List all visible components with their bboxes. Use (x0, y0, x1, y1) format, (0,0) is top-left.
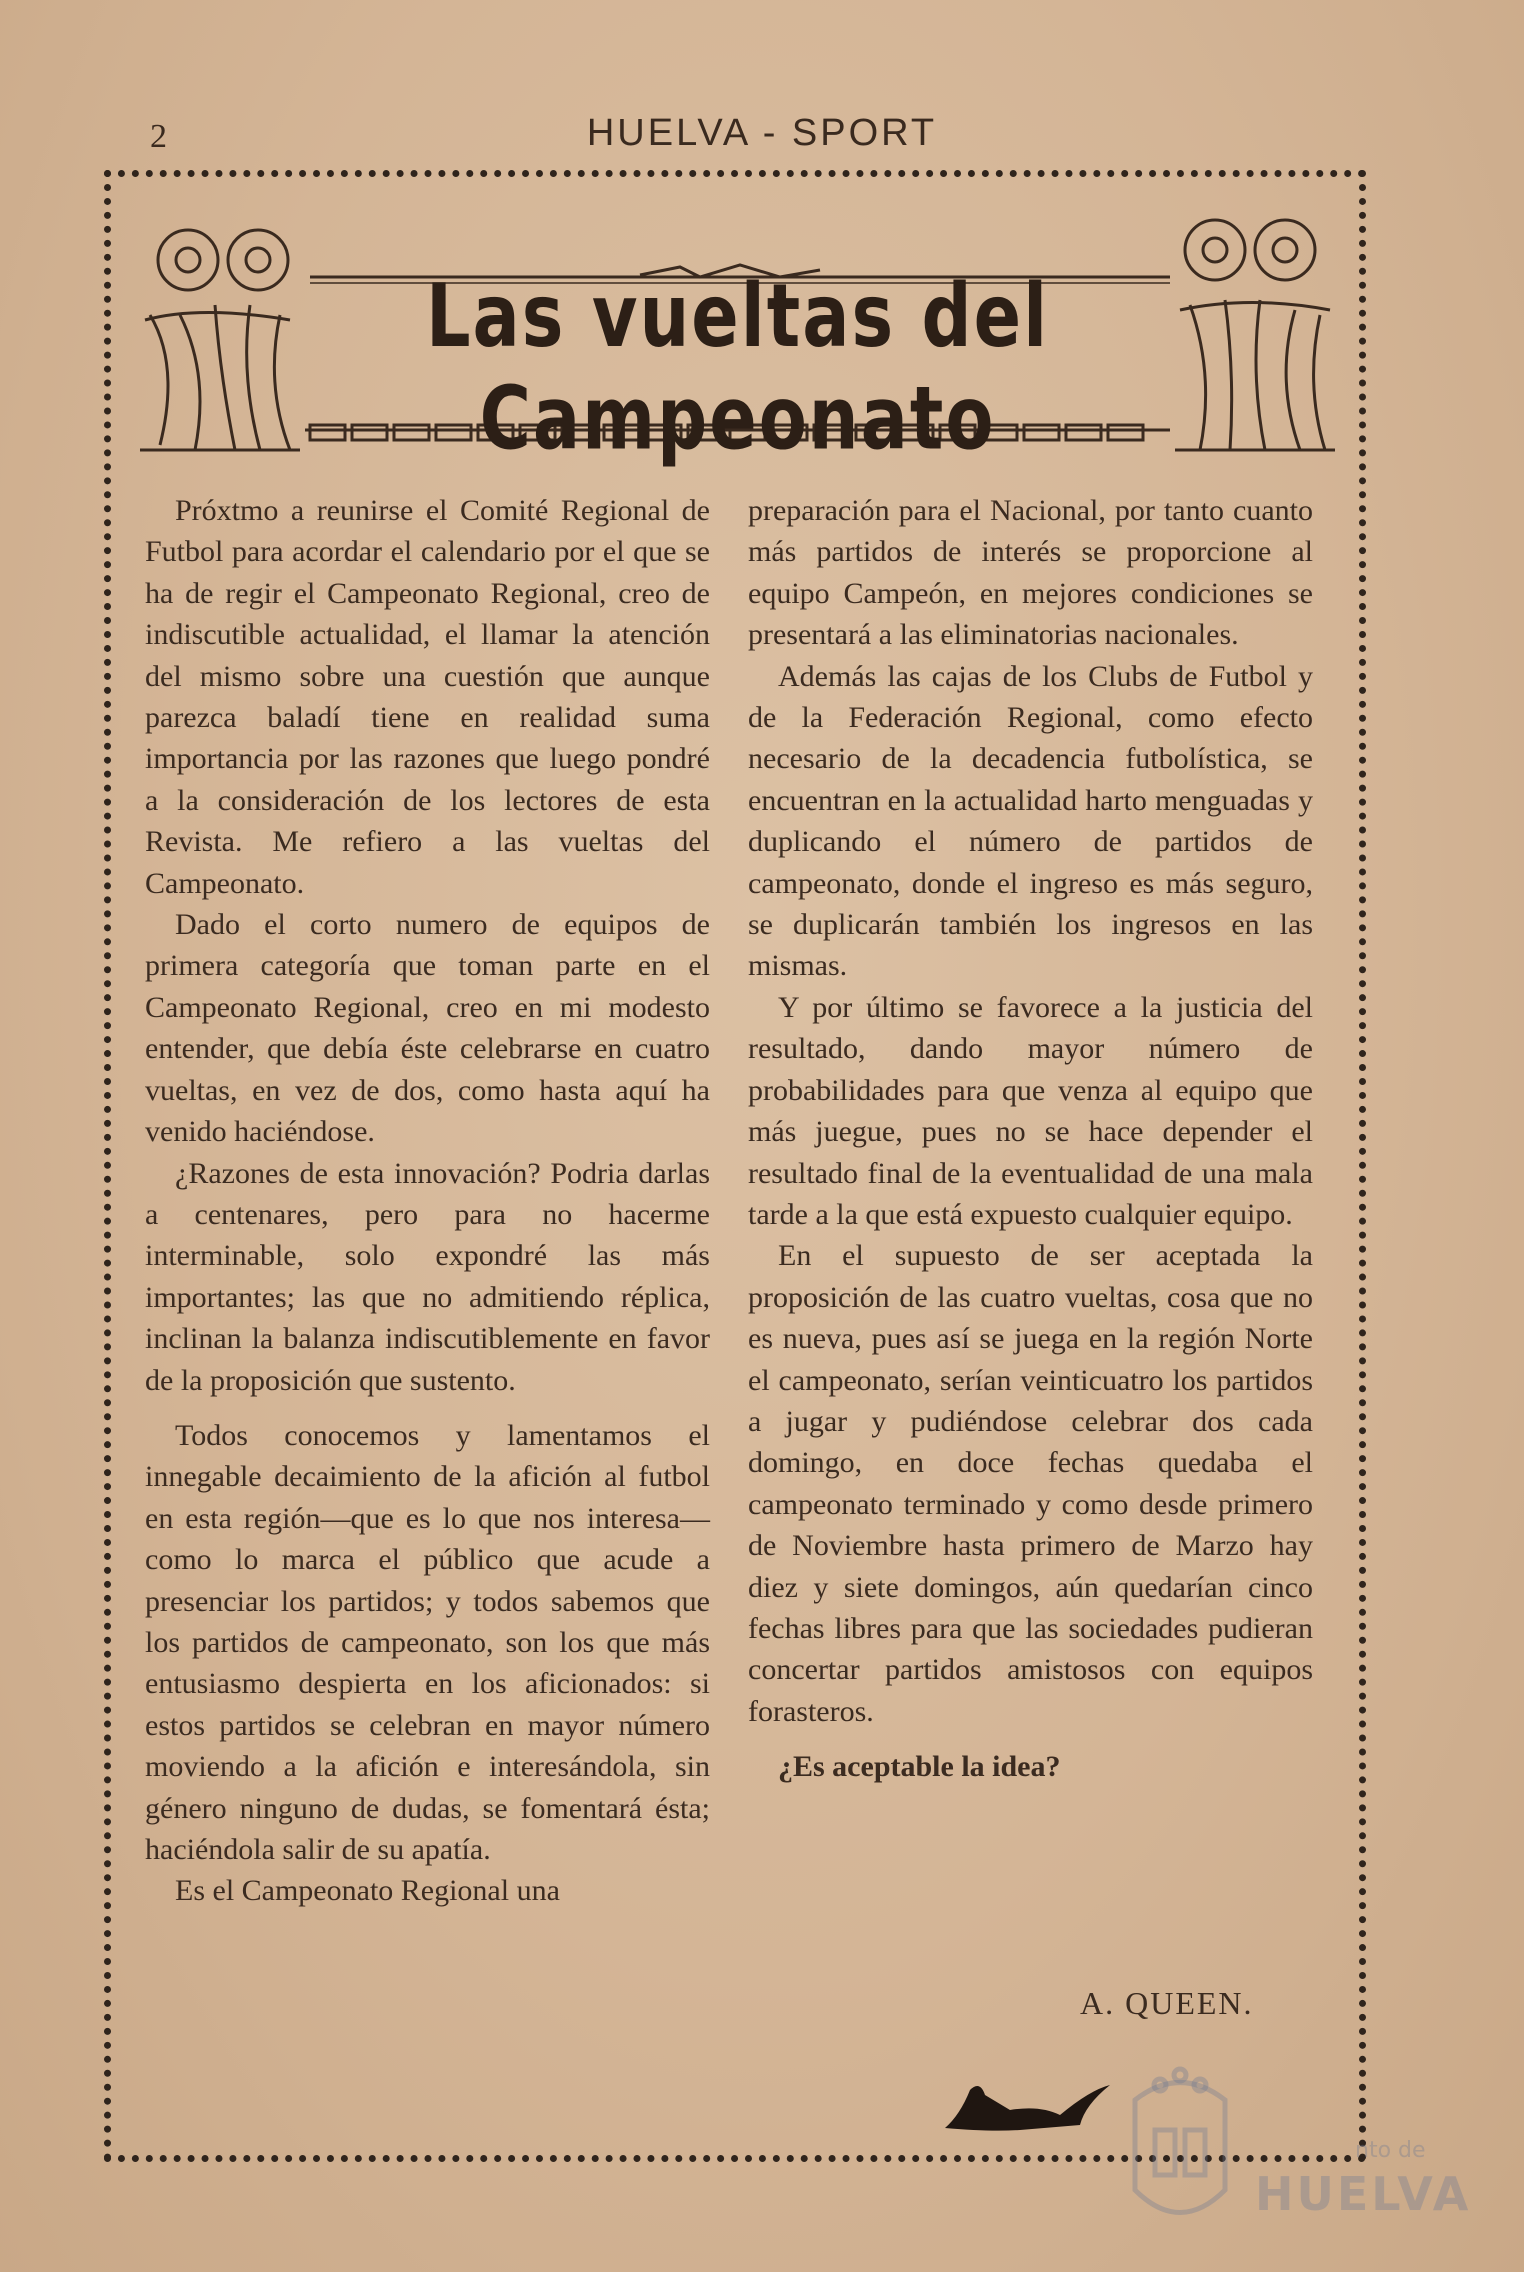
signature: A. QUEEN. (1080, 1985, 1254, 2021)
paragraph: Además las cajas de los Clubs de Futbol y de la Federación Regional, como efecto necesario de la decadencia futbolística, se encuentran en la actualidad harto menguadas y duplicando el número de partidos de campeonato, donde el ingreso es más seguro, se duplicarán también los ingresos en las mismas. (748, 659, 1313, 983)
coat-of-arms-watermark-icon (1120, 2060, 1240, 2240)
right-column (748, 490, 1313, 1788)
paragraph: ¿Es aceptable la idea? (778, 1750, 1061, 1784)
publication-header: HUELVA - SPORT (586, 112, 938, 154)
paragraph: Y por último se favorece a la justicia del resultado, dando mayor número de probabilidades para que venza al equipo que más juegue, pues no se hace depender el resultado final de la eventualidad de una mala tarde a la que está expuesto cualquier equipo. (748, 990, 1313, 1231)
paragraph: Es el Campeonato Regional una (175, 1874, 560, 1908)
end-flourish-icon (940, 2070, 1130, 2140)
paragraph: Todos conocemos y lamentamos el innegable decaimiento de la afición al futbol en esta región—que es lo que nos interesa—como lo marca el público que acude a presenciar los partidos; y todos sabemos que los partidos de campeonato, son los que más entusiasmo despierta en los aficionados: si estos partidos se celebran en mayor número moviendo a la afición e interesándola, sin género ninguno de dudas, se fomentará ésta; haciéndola salir de su apatía. (145, 1418, 710, 1866)
left-column (145, 490, 710, 1912)
title-block (140, 205, 1335, 470)
watermark-text: HUELVA (1255, 2167, 1472, 2221)
paragraph: preparación para el Nacional, por tanto cuanto más partidos de interés se proporcione al equipo Campeón, en mejores condiciones se presentará a las eliminatorias nacionales. (748, 494, 1313, 652)
paragraph: Próxtmo a reunirse el Comité Regional de Futbol para acordar el calendario por el que se ha de regir el Campeonato Regional, creo de indiscutible actualidad, el llamar la atención del mismo sobre una cuestión que aunque parezca baladí tiene en realidad suma importancia por las razones que luego pondré a la consideración de los lectores de esta Revista. Me refiero a las vueltas del Campeonato. (145, 494, 710, 900)
paragraph: Dado el corto numero de equipos de primera categoría que toman parte en el Campeonato Regional, creo en mi modesto entender, que debía éste celebrarse en cuatro vueltas, en vez de dos, como hasta aquí ha venido haciéndose. (145, 908, 710, 1149)
paragraph: En el supuesto de ser aceptada la proposición de las cuatro vueltas, cosa que no es nueva, pues así se juega en la región Norte el campeonato, serían veinticuatro los partidos a jugar y pudiéndose celebrar dos cada domingo, en doce fechas quedaba el campeonato terminado y como desde primero de Noviembre hasta primero de Marzo hay diez y siete domingos, aún quedarían cinco fechas libres para que las sociedades pudieran concertar partidos amistosos con equipos forasteros. (748, 1239, 1313, 1728)
article-title: Las vueltas del Campeonato (425, 264, 1050, 470)
watermark-small-text: nto de (1355, 2138, 1426, 2163)
page-number: 2 (150, 118, 167, 155)
paragraph: ¿Razones de esta innovación? Podria darlas a centenares, pero para no hacerme interminable, solo expondré las más importantes; las que no admitiendo réplica, inclinan la balanza indiscutiblemente en favor de la proposición que sustento. (145, 1156, 710, 1397)
